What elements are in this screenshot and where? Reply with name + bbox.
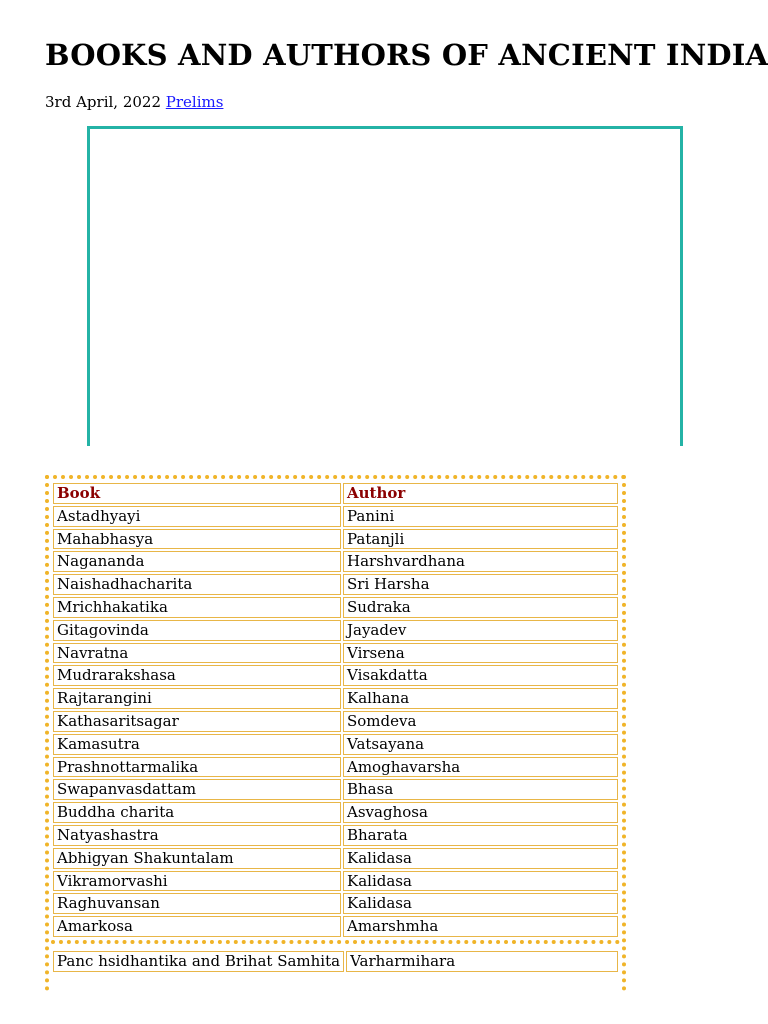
table-row (53, 916, 618, 937)
book-cell: Panc hsidhantika and Brihat Samhita (53, 951, 344, 972)
book-cell: Rajtarangini (53, 688, 341, 709)
author-cell: Sri Harsha (343, 574, 618, 595)
author-cell: Kalidasa (343, 893, 618, 914)
book-cell: Vikramorvashi (53, 871, 341, 892)
article-meta (45, 93, 223, 111)
table-row (53, 734, 618, 755)
author-cell: Bhasa (343, 779, 618, 800)
table-row (53, 574, 618, 595)
header-book: Book (53, 483, 341, 504)
author-cell: Kalhana (343, 688, 618, 709)
book-cell: Raghuvansan (53, 893, 341, 914)
author-cell: Virsena (343, 643, 618, 664)
book-cell: Kathasaritsagar (53, 711, 341, 732)
table-row (53, 620, 618, 641)
author-cell: Harshvardhana (343, 551, 618, 572)
author-cell: Somdeva (343, 711, 618, 732)
table-row (53, 951, 618, 972)
table-row (53, 688, 618, 709)
author-cell: Amoghavarsha (343, 757, 618, 778)
table-row (53, 711, 618, 732)
table-row (53, 779, 618, 800)
author-cell: Vatsayana (343, 734, 618, 755)
category-link[interactable]: Prelims (165, 93, 224, 111)
table-header-row (53, 483, 618, 504)
book-cell: Amarkosa (53, 916, 341, 937)
book-cell: Swapanvasdattam (53, 779, 341, 800)
book-cell: Prashnottarmalika (53, 757, 341, 778)
table-row (53, 506, 618, 527)
table-row (53, 802, 618, 823)
author-cell: Asvaghosa (343, 802, 618, 823)
book-cell: Buddha charita (53, 802, 341, 823)
book-cell: Mahabhasya (53, 529, 341, 550)
page-title: BOOKS AND AUTHORS OF ANCIENT INDIA (45, 38, 768, 72)
embedded-ad-frame (87, 126, 683, 446)
table-row (53, 757, 618, 778)
book-cell: Abhigyan Shakuntalam (53, 848, 341, 869)
author-cell: Varharmihara (346, 951, 618, 972)
book-cell: Mrichhakatika (53, 597, 341, 618)
author-cell: Sudraka (343, 597, 618, 618)
table-row (53, 825, 618, 846)
author-cell: Jayadev (343, 620, 618, 641)
publish-date: 3rd April, 2022 (45, 93, 161, 111)
table-row (53, 643, 618, 664)
book-cell: Natyashastra (53, 825, 341, 846)
table-row (53, 551, 618, 572)
book-cell: Gitagovinda (53, 620, 341, 641)
main-table (51, 481, 620, 939)
author-cell: Bharata (343, 825, 618, 846)
table-row (53, 871, 618, 892)
book-cell: Navratna (53, 643, 341, 664)
extra-table (51, 949, 620, 974)
author-cell: Kalidasa (343, 848, 618, 869)
table-row (53, 597, 618, 618)
main-table-body (53, 483, 618, 937)
author-cell: Patanjli (343, 529, 618, 550)
books-authors-table (45, 475, 626, 991)
table-row (53, 893, 618, 914)
table-row (53, 529, 618, 550)
table-separator (51, 940, 620, 948)
book-cell: Mudrarakshasa (53, 665, 341, 686)
table-row (53, 848, 618, 869)
author-cell: Kalidasa (343, 871, 618, 892)
book-cell: Naishadhacharita (53, 574, 341, 595)
header-author: Author (343, 483, 618, 504)
author-cell: Visakdatta (343, 665, 618, 686)
book-cell: Kamasutra (53, 734, 341, 755)
author-cell: Amarshmha (343, 916, 618, 937)
extra-table-body (53, 951, 618, 972)
book-cell: Nagananda (53, 551, 341, 572)
table-row (53, 665, 618, 686)
book-cell: Astadhyayi (53, 506, 341, 527)
author-cell: Panini (343, 506, 618, 527)
